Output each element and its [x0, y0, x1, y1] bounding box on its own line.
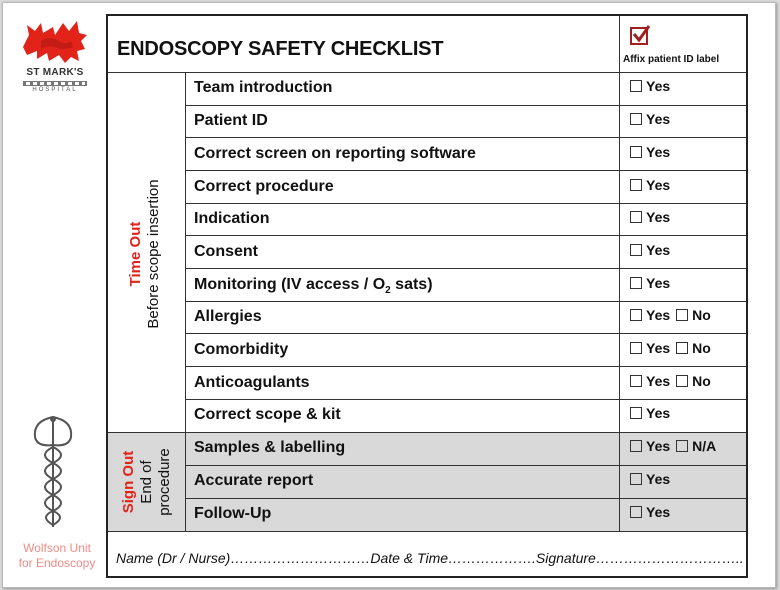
- checkbox[interactable]: [630, 309, 642, 321]
- item-options: [630, 504, 676, 520]
- checklist-form: [106, 14, 748, 578]
- grid-line: [185, 465, 746, 466]
- option-label: Yes: [646, 144, 671, 160]
- item-options: [630, 209, 676, 225]
- item-label-text: Monitoring (IV access / O: [194, 276, 386, 293]
- grid-line: [185, 137, 746, 138]
- item-options: [630, 111, 676, 127]
- unit-name: [9, 541, 105, 571]
- item-options: [630, 340, 717, 356]
- item-options: [630, 78, 676, 94]
- checkbox[interactable]: [676, 342, 688, 354]
- grid-line: [185, 105, 746, 106]
- option-yes[interactable]: [630, 275, 670, 291]
- grid-line: [185, 366, 746, 367]
- grid-line: [185, 235, 746, 236]
- grid-line: [185, 268, 746, 269]
- item-label: Accurate report: [194, 472, 314, 489]
- grid-line: [108, 72, 746, 73]
- logo-divider: [23, 81, 87, 86]
- checkbox[interactable]: [630, 244, 642, 256]
- option-label: Yes: [646, 78, 671, 94]
- checkbox[interactable]: [630, 407, 642, 419]
- item-label: Correct scope & kit: [194, 406, 341, 423]
- sign-out-section-label: [120, 432, 174, 532]
- option-yes[interactable]: [630, 438, 670, 454]
- option-label: Yes: [646, 471, 671, 487]
- grid-line: [619, 16, 620, 531]
- checkbox[interactable]: [630, 473, 642, 485]
- item-label: Comorbidity: [194, 341, 289, 358]
- unit-name-line2: for Endoscopy: [18, 556, 96, 570]
- option-yes[interactable]: [630, 340, 670, 356]
- option-label: No: [692, 307, 711, 323]
- option-label: Yes: [646, 405, 671, 421]
- item-options: [630, 177, 676, 193]
- option-yes[interactable]: [630, 177, 670, 193]
- item-label: Follow-Up: [194, 505, 272, 522]
- grid-line: [185, 498, 746, 499]
- option-yes[interactable]: [630, 405, 670, 421]
- checkbox[interactable]: [630, 375, 642, 387]
- item-options: [630, 373, 717, 389]
- item-label-text-after: sats): [390, 276, 433, 293]
- option-label: Yes: [646, 307, 671, 323]
- sign-out-subtitle-line1: End of: [138, 460, 155, 504]
- option-yes[interactable]: [630, 471, 670, 487]
- option-label: No: [692, 373, 711, 389]
- option-label: Yes: [646, 340, 671, 356]
- checkbox[interactable]: [630, 146, 642, 158]
- grid-line: [185, 333, 746, 334]
- item-options: [630, 307, 717, 323]
- item-label: Anticoagulants: [194, 374, 310, 391]
- item-options: [630, 405, 676, 421]
- option-no[interactable]: [676, 373, 711, 389]
- option-yes[interactable]: [630, 504, 670, 520]
- option-label: Yes: [646, 242, 671, 258]
- option-na[interactable]: [676, 438, 716, 454]
- option-no[interactable]: [676, 340, 711, 356]
- sign-out-subtitle-line2: procedure: [156, 448, 173, 516]
- checkbox[interactable]: [676, 309, 688, 321]
- option-label: N/A: [692, 438, 717, 454]
- option-label: Yes: [646, 438, 671, 454]
- checkbox[interactable]: [630, 80, 642, 92]
- checkmark-icon: [631, 23, 651, 43]
- lion-logo-icon: [19, 17, 91, 67]
- option-yes[interactable]: [630, 307, 670, 323]
- checkbox[interactable]: [630, 113, 642, 125]
- item-label: Team introduction: [194, 79, 333, 96]
- checkbox[interactable]: [630, 179, 642, 191]
- item-label: Samples & labelling: [194, 439, 346, 456]
- affix-label: Affix patient ID label: [623, 54, 720, 65]
- item-options: [630, 471, 676, 487]
- item-options: [630, 275, 676, 291]
- item-label: Consent: [194, 243, 258, 260]
- checkbox[interactable]: [630, 440, 642, 452]
- checklist-page: [2, 2, 776, 588]
- option-label: Yes: [646, 111, 671, 127]
- option-yes[interactable]: [630, 373, 670, 389]
- unit-name-line1: Wolfson Unit: [23, 541, 91, 555]
- option-label: Yes: [646, 504, 671, 520]
- time-out-subtitle: Before scope insertion: [145, 179, 162, 329]
- grid-line: [185, 170, 746, 171]
- affix-checkbox[interactable]: [630, 27, 648, 45]
- option-label: Yes: [646, 177, 671, 193]
- logo-name: ST MARK'S: [26, 67, 84, 78]
- sign-out-title: Sign Out: [120, 450, 137, 514]
- grid-line: [185, 301, 746, 302]
- option-no[interactable]: [676, 307, 711, 323]
- option-yes[interactable]: [630, 209, 670, 225]
- item-options: [630, 242, 676, 258]
- option-label: No: [692, 340, 711, 356]
- option-label: Yes: [646, 373, 671, 389]
- item-options: [630, 438, 722, 454]
- grid-line: [108, 531, 746, 532]
- grid-line: [185, 399, 746, 400]
- item-label: Allergies: [194, 308, 262, 325]
- checkbox[interactable]: [630, 277, 642, 289]
- checkbox[interactable]: [630, 342, 642, 354]
- option-label: Yes: [646, 275, 671, 291]
- item-label: Patient ID: [194, 112, 268, 129]
- option-yes[interactable]: [630, 144, 670, 160]
- checklist-title: ENDOSCOPY SAFETY CHECKLIST: [117, 38, 444, 60]
- checkbox[interactable]: [630, 211, 642, 223]
- time-out-title: Time Out: [127, 221, 144, 287]
- item-options: [630, 144, 676, 160]
- item-label-monitoring: [194, 276, 433, 296]
- checkbox[interactable]: [630, 506, 642, 518]
- item-label-subscript: 2: [385, 285, 391, 297]
- checkbox[interactable]: [676, 375, 688, 387]
- option-yes[interactable]: [630, 78, 670, 94]
- item-label: Correct screen on reporting software: [194, 145, 476, 162]
- checkbox[interactable]: [676, 440, 688, 452]
- logo-subtitle: HOSPITAL: [32, 87, 78, 93]
- time-out-section-label: [127, 74, 167, 434]
- option-yes[interactable]: [630, 111, 670, 127]
- caduceus-endoscope-icon: [25, 413, 81, 531]
- grid-line: [108, 432, 746, 433]
- option-yes[interactable]: [630, 242, 670, 258]
- item-label: Correct procedure: [194, 178, 334, 195]
- option-label: Yes: [646, 209, 671, 225]
- item-label: Indication: [194, 210, 270, 227]
- grid-line: [185, 203, 746, 204]
- signature-line: Name (Dr / Nurse)…………………………Date & Time……………….Signature…………………………..: [116, 550, 744, 566]
